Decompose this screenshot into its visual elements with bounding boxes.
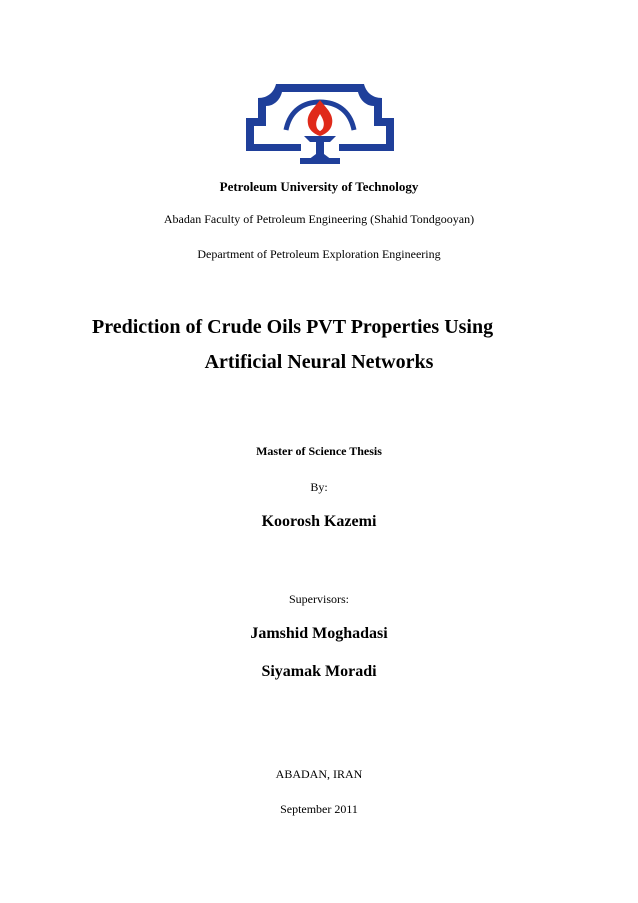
university-emblem-icon [244, 84, 396, 164]
emblem-base-bar [339, 144, 394, 151]
author-name: Koorosh Kazemi [261, 513, 377, 530]
emblem-plinth [300, 158, 340, 164]
supervisors-label: Supervisors: [289, 592, 349, 606]
by-label: By: [310, 480, 328, 494]
supervisor-name-2: Siyamak Moradi [261, 663, 377, 680]
university-name: Petroleum University of Technology [219, 179, 419, 194]
thesis-title-line-1: Prediction of Crude Oils PVT Properties Using [92, 316, 494, 338]
emblem-base-bar [246, 144, 301, 151]
faculty-name: Abadan Faculty of Petroleum Engineering (Shahid Tondgooyan) [163, 212, 475, 226]
date-text: September 2011 [280, 802, 358, 816]
department-name: Department of Petroleum Exploration Engineering [197, 247, 441, 261]
emblem-torch [304, 136, 336, 160]
supervisor-name-1: Jamshid Moghadasi [250, 625, 388, 642]
degree-label: Master of Science Thesis [256, 444, 382, 458]
location-text: ABADAN, IRAN [275, 767, 363, 781]
thesis-title-line-2: Artificial Neural Networks [204, 351, 434, 373]
